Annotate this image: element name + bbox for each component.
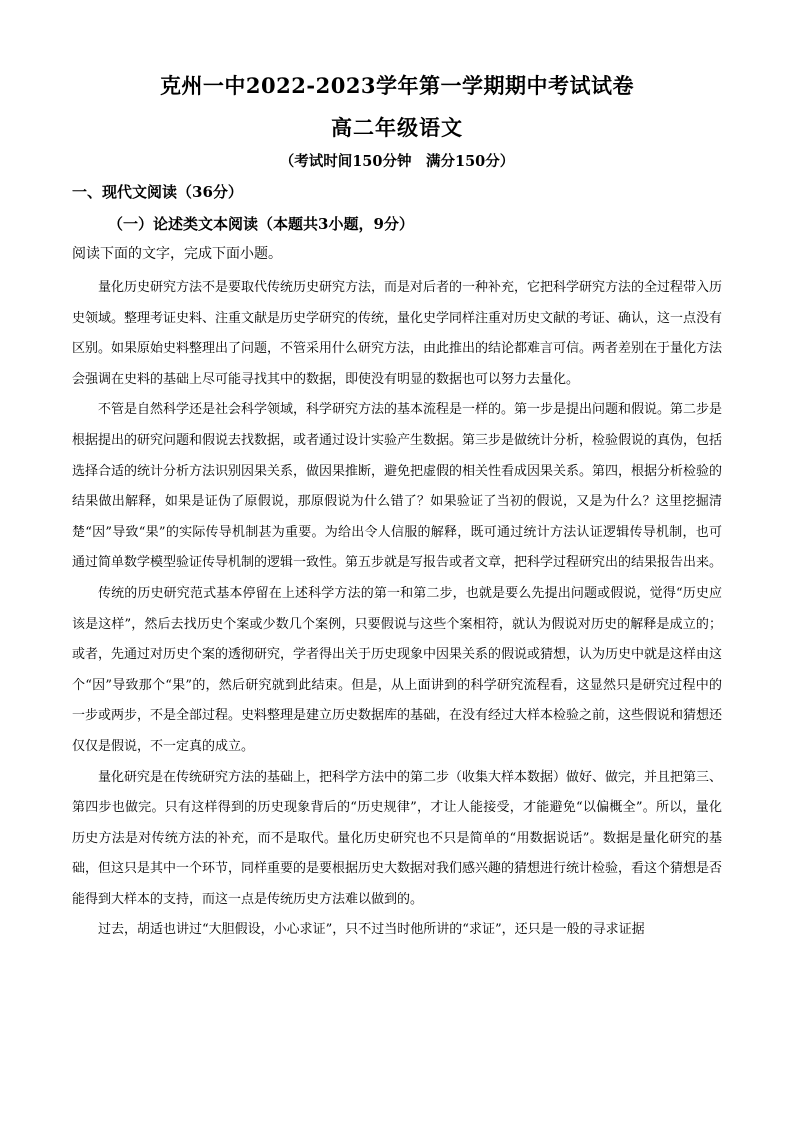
passage-paragraph-4: 量化研究是在传统研究方法的基础上，把科学方法中的第二步（收集大样本数据）做好、做完，并且把第三、第四步也做完。只有这样得到的历史现象背后的“历史规律”，才让人能接受，才能避免“以偏概全”。所以，量化历史方法是对传统方法的补充，而不是取代。量化历史研究也不只是简单的“用数据说话”。数据是量化研究的基础，但这只是其中一个环节，同样重要的是要根据历史大数据对我们感兴趣的猜想进行统计检验，看这个猜想是否能得到大样本的支持，而这一点是传统历史方法难以做到的。 [72, 769, 723, 907]
reading-passage [72, 273, 722, 946]
exam-subject: 高二年级语文 [331, 115, 463, 140]
passage-paragraph-5: 过去，胡适也讲过“大胆假设，小心求证”，只不过当时他所讲的“求证”，还只是一般的寻求证据 [98, 922, 645, 938]
passage-paragraph-2: 不管是自然科学还是社会科学领域，科学研究方法的基本流程是一样的。第一步是提出问题和假说。第二步是根据提出的研究问题和假说去找数据，或者通过设计实验产生数据。第三步是做统计分析，检验假说的真伪，包括选择合适的统计分析方法识别因果关系，做因果推断，避免把虚假的相关性看成因果关系。第四，根据分析检验的结果做出解释，如果是证伪了原假说，那原假说为什么错了？如果验证了当初的假说，又是为什么？这里挖掘清楚“因”导致“果”的实际传导机制甚为重要。为给出令人信服的解释，既可通过统计方法认证逻辑传导机制，也可通过简单数学模型验证传导机制的逻辑一致性。第五步就是写报告或者文章，把科学过程研究出的结果报告出来。 [72, 402, 723, 571]
section-heading: 一、现代文阅读（36分） [72, 183, 243, 201]
reading-instruction: 阅读下面的文字，完成下面小题。 [72, 246, 282, 262]
subsection-heading: （一）论述类文本阅读（本题共3小题，9分） [108, 215, 414, 233]
exam-info: （考试时间150分钟 满分150分） [279, 153, 515, 170]
passage-paragraph-1: 量化历史研究方法不是要取代传统历史研究方法，而是对后者的一种补充，它把科学研究方法的全过程带入历史领域。整理考证史料、注重文献是历史学研究的传统，量化史学同样注重对历史文献的考证、确认，这一点没有区别。如果原始史料整理出了问题，不管采用什么研究方法，由此推出的结论都难言可信。两者差别在于量化方法会强调在史料的基础上尽可能寻找其中的数据，即使没有明显的数据也可以努力去量化。 [72, 280, 723, 387]
exam-title: 克州一中2022-2023学年第一学期期中考试试卷 [159, 73, 635, 98]
passage-paragraph-3: 传统的历史研究范式基本停留在上述科学方法的第一和第二步，也就是要么先提出问题或假说，觉得“历史应该是这样”，然后去找历史个案或少数几个案例，只要假说与这些个案相符，就认为假说对历史的解释是成立的；或者，先通过对历史个案的透彻研究，学者得出关于历史现象中因果关系的假说或猜想，认为历史中就是这样由这个“因”导致那个“果”的，然后研究就到此结束。但是，从上面讲到的科学研究流程看，这显然只是研究过程中的一步或两步，不是全部过程。史料整理是建立历史数据库的基础，在没有经过大样本检验之前，这些假说和猜想还仅仅是假说，不一定真的成立。 [72, 585, 723, 754]
